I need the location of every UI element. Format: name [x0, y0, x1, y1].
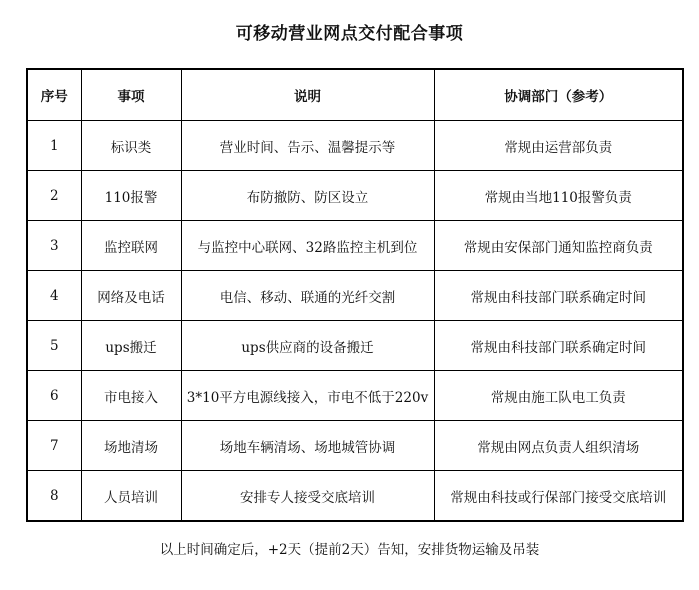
cell-department: 常规由科技部门联系确定时间: [434, 321, 683, 371]
header-department: 协调部门（参考）: [434, 69, 683, 121]
cell-index: 4: [27, 271, 81, 321]
cell-department: 常规由科技或行保部门接受交底培训: [434, 471, 683, 522]
cell-department: 常规由安保部门通知监控商负责: [434, 221, 683, 271]
cell-item: 场地清场: [81, 421, 181, 471]
table-row: [27, 321, 683, 371]
table-row: [27, 471, 683, 522]
footer-note: 以上时间确定后，+2天（提前2天）告知，安排货物运输及吊装: [159, 542, 540, 558]
table-row: [27, 421, 683, 471]
cell-description: 安排专人接受交底培训: [181, 471, 434, 522]
cell-item: 人员培训: [81, 471, 181, 522]
cell-department: 常规由网点负责人组织清场: [434, 421, 683, 471]
cell-department: 常规由当地110报警负责: [434, 171, 683, 221]
page-title: 可移动营业网点交付配合事项: [235, 24, 464, 44]
table-header-row: [27, 69, 683, 121]
cell-department: 常规由施工队电工负责: [434, 371, 683, 421]
cell-index: 2: [27, 171, 81, 221]
cell-item: 监控联网: [81, 221, 181, 271]
cell-item: 标识类: [81, 121, 181, 171]
cell-description: 营业时间、告示、温馨提示等: [181, 121, 434, 171]
cell-item: 110报警: [81, 171, 181, 221]
cell-index: 7: [27, 421, 81, 471]
table-row: [27, 271, 683, 321]
table-row: [27, 121, 683, 171]
cell-index: 3: [27, 221, 81, 271]
header-description: 说明: [181, 69, 434, 121]
cell-description: 3*10平方电源线接入，市电不低于220v: [181, 371, 434, 421]
table-row: [27, 371, 683, 421]
cell-item: ups搬迁: [81, 321, 181, 371]
cell-description: 场地车辆清场、场地城管协调: [181, 421, 434, 471]
header-index: 序号: [27, 69, 81, 121]
cell-item: 网络及电话: [81, 271, 181, 321]
cell-item: 市电接入: [81, 371, 181, 421]
cell-index: 5: [27, 321, 81, 371]
cell-index: 8: [27, 471, 81, 522]
cell-description: 布防撤防、防区设立: [181, 171, 434, 221]
table-row: [27, 171, 683, 221]
cell-department: 常规由科技部门联系确定时间: [434, 271, 683, 321]
table-row: [27, 221, 683, 271]
cell-index: 1: [27, 121, 81, 171]
cell-description: ups供应商的设备搬迁: [181, 321, 434, 371]
cell-index: 6: [27, 371, 81, 421]
header-item: 事项: [81, 69, 181, 121]
items-table: [26, 68, 684, 522]
cell-department: 常规由运营部负责: [434, 121, 683, 171]
cell-description: 与监控中心联网、32路监控主机到位: [181, 221, 434, 271]
cell-description: 电信、移动、联通的光纤交割: [181, 271, 434, 321]
